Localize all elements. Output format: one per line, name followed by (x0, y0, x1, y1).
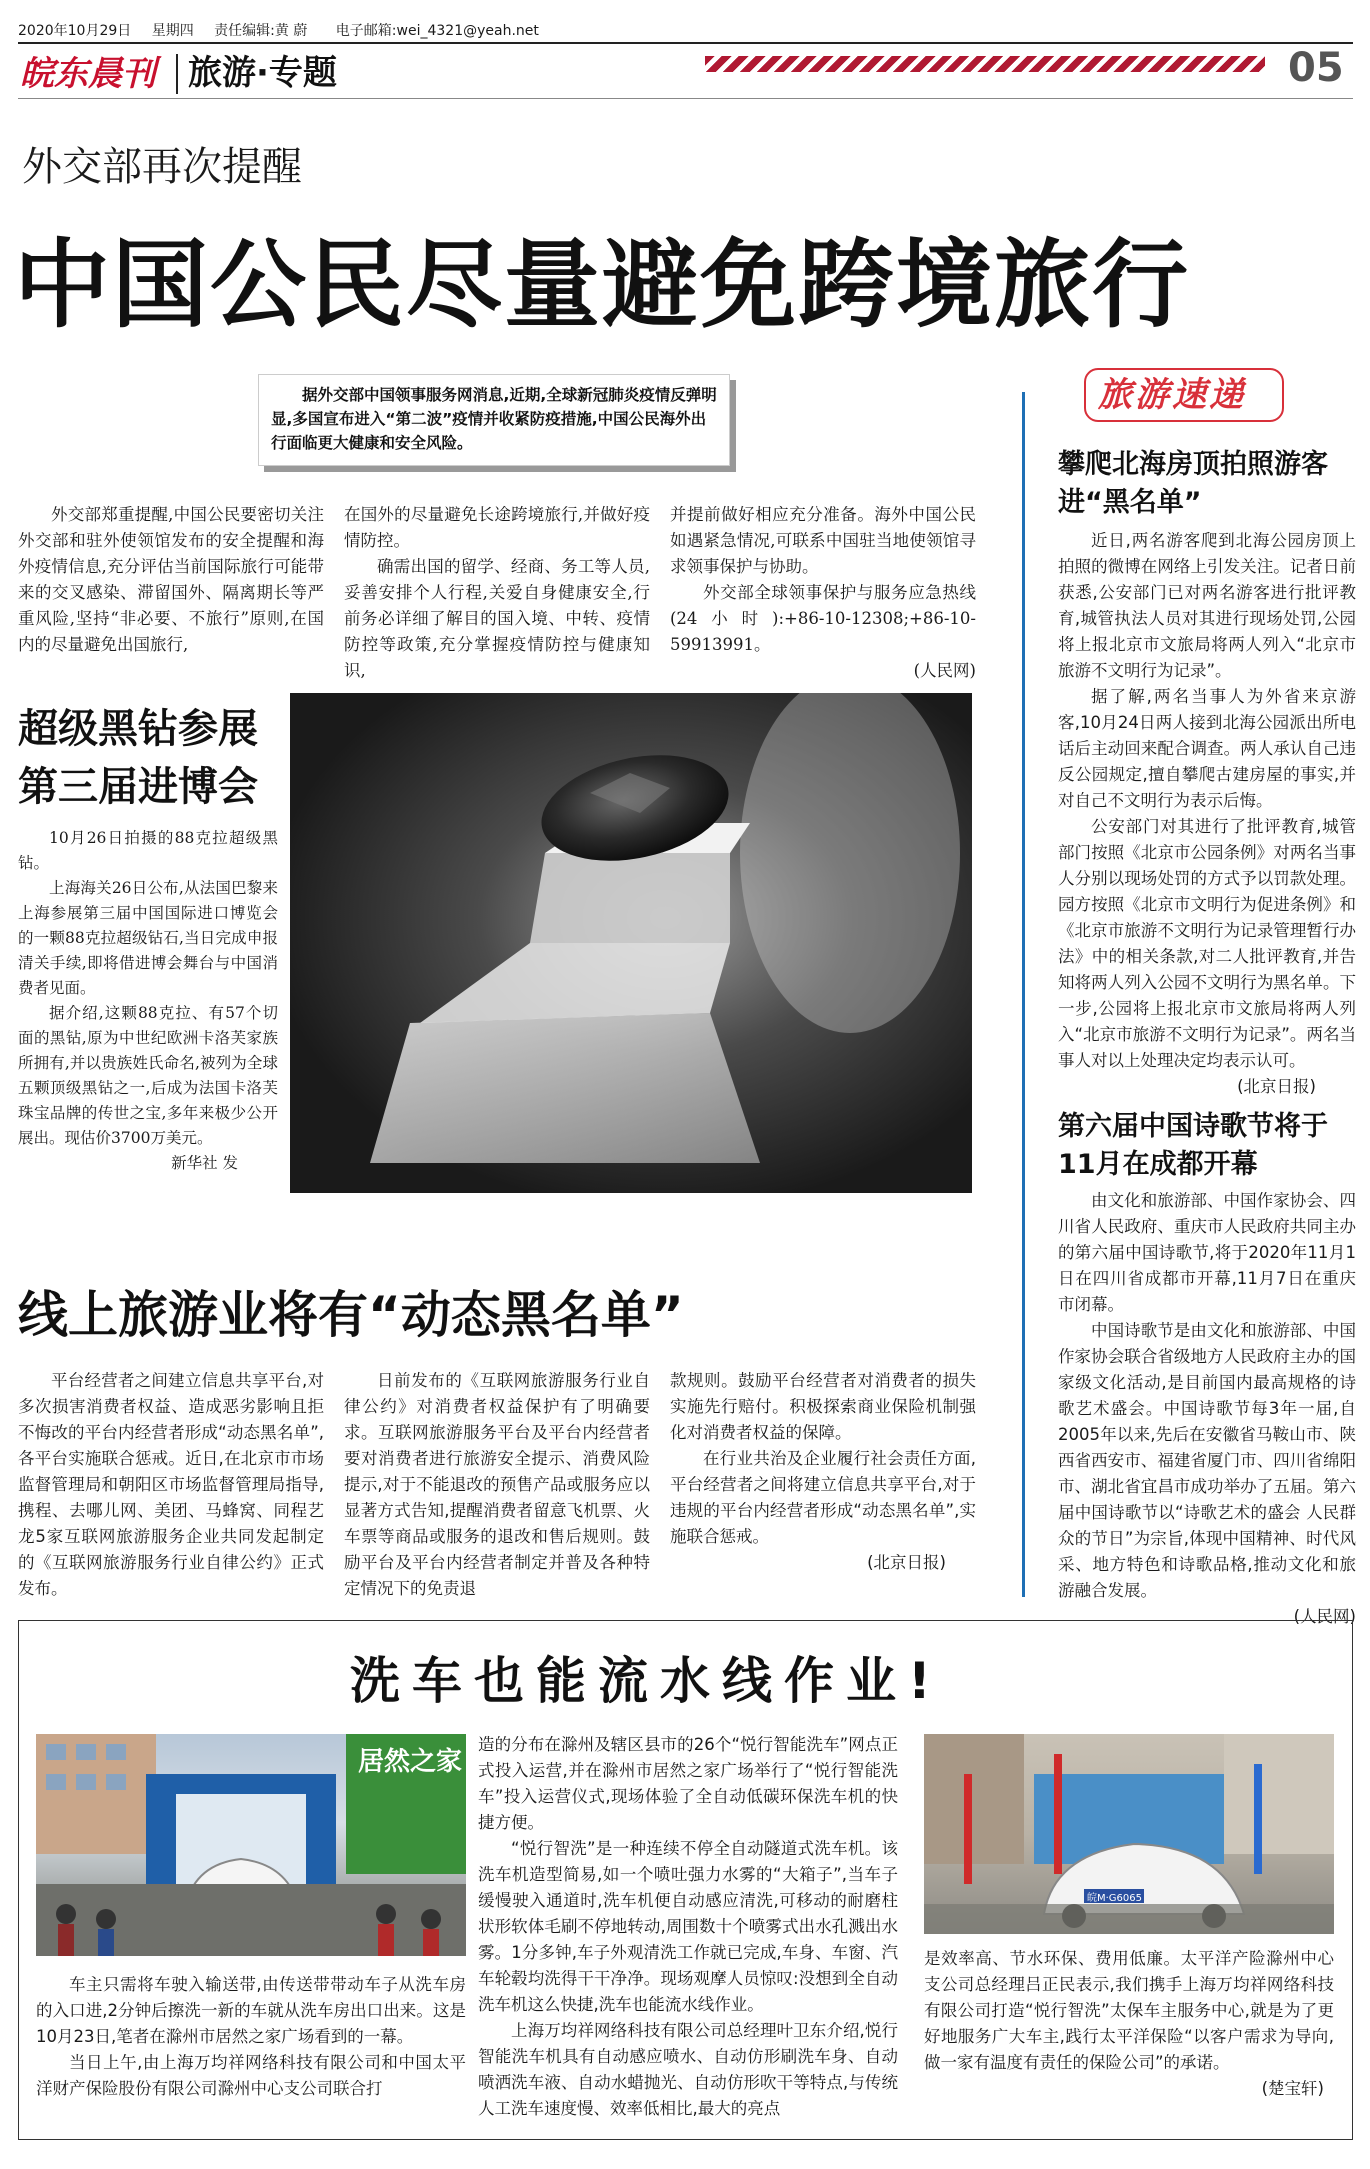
carwash-right-text (924, 1946, 1334, 2102)
online-col1-text: 平台经营者之间建立信息共享平台,对多次损害消费者权益、造成恶劣影响且拒不悔改的平台内经营者形成“动态黑名单”,各平台实施联合惩戒。近日,在北京市市场监督管理局和朝阳区市场监督管理局指导,携程、去哪儿网、美团、马蜂窝、同程艺龙5家互联网旅游服务企业共同发起制定的《互联网旅游服务行业自律公约》正式发布。 (18, 1371, 324, 1598)
diamond-source: 新华社 发 (171, 1154, 238, 1172)
carwash-p1: 当日上午,由上海万均祥网络科技有限公司和中国太平洋财产保险股份有限公司滁州中心支公司联合打 (36, 2053, 466, 2098)
sidebar-story2-headline: 第六届中国诗歌节将于11月在成都开幕 (1058, 1111, 1328, 1180)
online-col2-text: 日前发布的《互联网旅游服务行业自律公约》对消费者权益保护有了明确要求。互联网旅游服务平台及平台内经营者要对消费者进行旅游安全提示、消费风险提示,对于不能退改的预售产品或服务应以显著方式告知,提醒消费者留意飞机票、火车票等商品或服务的退改和售后规则。鼓励平台及平台内经营者制定并普及各种特定情况下的免责退 (344, 1371, 650, 1598)
lead-kicker: 外交部再次提醒 (22, 144, 302, 190)
sidebar-story1-p1: 近日,两名游客爬到北海公园房顶上拍照的微博在网络上引发关注。记者日前获悉,公安部门已对两名游客进行批评教育,城管执法人员对其进行现场处罚,公园将上报北京市文旅局将两人列入“北京市旅游不文明行为记录”。 (1058, 531, 1356, 680)
sidebar-story2-source: (人民网) (1293, 1607, 1356, 1626)
carwash-caption: 车主只需将车驶入输送带,由传送带带动车子从洗车房的入口进,2分钟后擦洗一新的车就从洗车房出口出来。这是10月23日,笔者在滁州市居然之家广场看到的一幕。 (36, 1975, 466, 2046)
masthead-bottom-rule (18, 98, 1353, 99)
diamond-caption: 10月26日拍摄的88克拉超级黑钻。 (18, 829, 278, 872)
sidebar-rule (1022, 392, 1025, 1597)
diamond-photo (290, 693, 972, 1193)
lead-col1-text: 外交部郑重提醒,中国公民要密切关注外交部和驻外使领馆发布的安全提醒和海外疫情信息,充分评估当前国际旅行可能带来的交叉感染、滞留国外、隔离期长等严重风险,坚持“非必要、不旅行”原则,在国内的尽量避免出国旅行, (18, 505, 324, 654)
sidebar-banner-text: 旅游速递 (1098, 375, 1246, 415)
sidebar-story1-p3: 公安部门对其进行了批评教育,城管部门按照《北京市公园条例》对两名当事人分别以现场处罚的方式予以罚款处理。园方按照《北京市文明行为促进条例》和《北京市旅游不文明行为记录管理暂行办法》中的相关条款,对二人批评教育,并告知将两人列入公园不文明行为黑名单。下一步,公园将上报北京市文旅局将两人列入“北京市旅游不文明行为记录”。两名当事人对以上处理决定均表示认可。 (1058, 817, 1356, 1070)
sidebar-story2-p1: 由文化和旅游部、中国作家协会、四川省人民政府、重庆市人民政府共同主办的第六届中国诗歌节,将于2020年11月1日在四川省成都市开幕,11月7日在重庆市闭幕。 (1058, 1191, 1356, 1314)
sidebar-story1-body (1058, 528, 1356, 1100)
diamond-body (18, 826, 278, 1176)
carwash-mid1: 造的分布在滁州及辖区县市的26个“悦行智能洗车”网点正式投入运营,并在滁州市居然之家广场举行了“悦行智能洗车”投入运营仪式,现场体验了全自动低碳环保洗车机的快捷方便。 (478, 1735, 898, 1832)
diamond-p1: 上海海关26日公布,从法国巴黎来上海参展第三届中国国际进口博览会的一颗88克拉超级钻石,当日完成申报清关手续,即将借进博会舞台与中国消费者见面。 (18, 879, 278, 997)
sidebar-story1-source: (北京日报) (1237, 1077, 1316, 1096)
page-number: 05 (1288, 45, 1344, 91)
lead-summary-box (258, 374, 730, 466)
carwash-photo-right-art (924, 1734, 1334, 1934)
lead-source: (人民网) (913, 661, 976, 680)
masthead-info (18, 20, 918, 42)
carwash-mid3: 上海万均祥网络科技有限公司总经理叶卫东介绍,悦行智能洗车机具有自动感应喷水、自动仿形刷洗车身、自动喷洒洗车液、自动水蜡抛光、自动仿形吹干等特点,与传统人工洗车速度慢、效率低相比,最大的亮点 (478, 2021, 898, 2118)
online-col-3 (670, 1368, 976, 1576)
sidebar-story2-body (1058, 1188, 1356, 1630)
online-headline: 线上旅游业将有“动态黑名单” (18, 1286, 684, 1344)
lead-col-3 (670, 502, 976, 684)
issue-editor: 责任编辑:黄 蔚 (214, 23, 308, 39)
online-col-1 (18, 1368, 324, 1602)
paper-name: 皖东晨刊 (20, 54, 156, 94)
carwash-mid-text (478, 1732, 898, 2122)
carwash-photo-left-art (36, 1734, 466, 1956)
issue-date: 2020年10月29日 (18, 23, 132, 39)
lead-headline: 中国公民尽量避免跨境旅行 (14, 229, 1190, 341)
issue-weekday: 星期四 (151, 23, 194, 39)
online-col3-text-a: 款规则。鼓励平台经营者对消费者的损失实施先行赔付。积极探索商业保险机制强化对消费者权益的保障。 (670, 1371, 976, 1442)
carwash-right-p: 是效率高、节水环保、费用低廉。太平洋产险滁州中心支公司总经理吕正民表示,我们携手上海万均祥网络科技有限公司打造“悦行智洗”太保车主服务中心,就是为了更好地服务广大车主,践行太平洋保险“以客户需求为导向,做一家有温度有责任的保险公司”的承诺。 (924, 1949, 1334, 2072)
carwash-mid2: “悦行智洗”是一种连续不停全自动隧道式洗车机。该洗车机造型简易,如一个喷吐强力水雾的“大箱子”,当车子缓慢驶入通道时,洗车机便自动感应清洗,可移动的耐磨柱状形软体毛刷不停地转动,周围数十个喷雾式出水孔溅出水雾。1分多钟,车子外观清洗工作就已完成,车身、车窗、汽车轮毂均洗得干干净净。现场观摩人员惊叹:没想到全自动洗车机这么快捷,洗车也能流水线作业。 (478, 1839, 898, 2014)
carwash-photo-left (36, 1734, 466, 1956)
online-col-2 (344, 1368, 650, 1602)
masthead-top-rule (18, 42, 1353, 44)
online-col3-text-b: 在行业共治及企业履行社会责任方面,平台经营者之间将建立信息共享平台,对于违规的平台内经营者形成“动态黑名单”,实施联合惩戒。 (670, 1449, 976, 1546)
sidebar-story2-p2: 中国诗歌节是由文化和旅游部、中国作家协会联合省级地方人民政府主办的国家级文化活动,是目前国内最高规格的诗歌艺术盛会。中国诗歌节每3年一届,自2005年以来,先后在安徽省马鞍山市、陕西省西安市、福建省厦门市、四川省绵阳市、湖北省宜昌市成功举办了五届。第六届中国诗歌节以“诗歌艺术的盛会 人民群众的节日”为宗旨,体现中国精神、时代风采、地方特色和诗歌品格,推动文化和旅游融合发展。 (1058, 1321, 1356, 1600)
issue-email: 电子邮箱:wei_4321@yeah.net (335, 23, 539, 39)
diamond-headline-line2: 第三届进博会 (18, 764, 258, 810)
sidebar-story1-headline: 攀爬北海房顶拍照游客进“黑名单” (1058, 449, 1328, 518)
carwash-sign-text: 居然之家 (358, 1747, 463, 1777)
diamond-photo-art (290, 693, 972, 1193)
carwash-left-text (36, 1972, 466, 2102)
lead-col-2 (344, 502, 650, 684)
online-source: (北京日报) (867, 1553, 946, 1572)
lead-col-1 (18, 502, 324, 658)
lead-col3-text-a: 并提前做好相应充分准备。海外中国公民如遇紧急情况,可联系中国驻当地使领馆寻求领事保护与协助。 (670, 505, 976, 576)
carwash-photo-right (924, 1734, 1334, 1934)
lead-col2-text-a: 在国外的尽量避免长途跨境旅行,并做好疫情防控。 (344, 505, 650, 550)
section-title: 旅游·专题 (188, 53, 337, 93)
masthead-divider (176, 54, 178, 94)
diamond-p2: 据介绍,这颗88克拉、有57个切面的黑钻,原为中世纪欧洲卡洛芙家族所拥有,并以贵族姓氏命名,被列为全球五颗顶级黑钻之一,后成为法国卡洛芙珠宝品牌的传世之宝,多年来极少公开展出。现估价3700万美元。 (18, 1004, 278, 1147)
diamond-headline (18, 700, 258, 816)
lead-col3-text-b: 外交部全球领事保护与服务应急热线(24小时):+86-10-12308;+86-10-59913991。 (670, 583, 976, 654)
car-plate-text: 皖M·G6065 (1087, 1893, 1143, 1904)
lead-col2-text-b: 确需出国的留学、经商、务工等人员,妥善安排个人行程,关爱自身健康安全,行前务必详细了解目的国入境、中转、疫情防控等政策,充分掌握疫情防控与健康知识, (344, 557, 650, 680)
masthead-stripe (705, 56, 1265, 72)
carwash-source: (楚宝轩) (1261, 2079, 1324, 2098)
lead-summary: 据外交部中国领事服务网消息,近期,全球新冠肺炎疫情反弹明显,多国宣布进入“第二波”疫情并收紧防疫措施,中国公民海外出行面临更大健康和安全风险。 (271, 386, 717, 452)
sidebar-story1-p2: 据了解,两名当事人为外省来京游客,10月24日两人接到北海公园派出所电话后主动回来配合调查。两人承认自己违反公园规定,擅自攀爬古建房屋的事实,并对自己不文明行为表示后悔。 (1058, 687, 1356, 810)
diamond-headline-line1: 超级黑钻参展 (18, 706, 258, 752)
carwash-headline: 洗车也能流水线作业! (350, 1652, 943, 1710)
